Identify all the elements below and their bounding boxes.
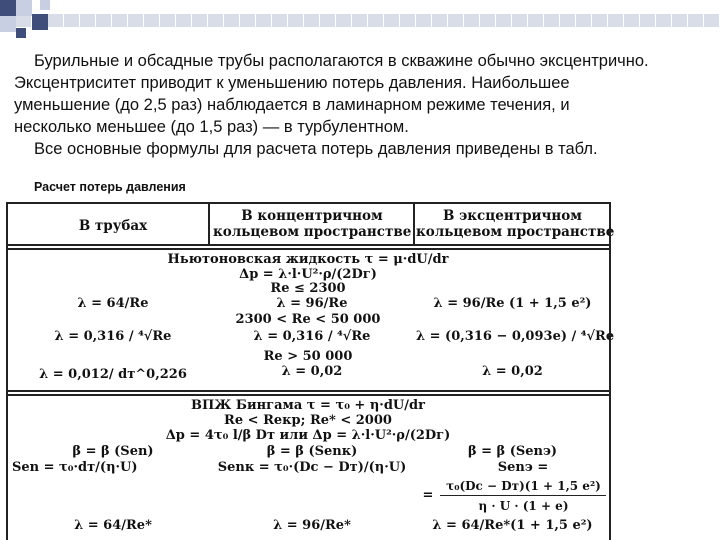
decor-square: [32, 14, 48, 30]
bingham-sen-pipe: Sen = τ₀·dт/(η·U): [12, 460, 138, 475]
row-divider: [8, 244, 609, 246]
bingham-beta-eccentric: β = β (Senэ): [467, 444, 558, 459]
header-eccentric-line1: В эксцентричном: [442, 208, 583, 224]
newton-lambda-concentric-turbulent: λ = 0,02: [281, 364, 343, 379]
row-divider: [8, 394, 609, 396]
newton-re-turbulent: Re > 50 000: [263, 349, 353, 364]
body-paragraph: [14, 50, 714, 160]
bingham-lambda-concentric: λ = 96/Re*: [273, 518, 351, 533]
equals-sign: =: [422, 488, 434, 503]
newton-lambda-pipe-laminar: λ = 64/Re: [77, 296, 149, 311]
newton-lambda-pipe-turbulent: λ = 0,012/ dт^0,226: [39, 367, 187, 382]
paragraph-line: несколько меньшее (до 1,5 раз) — в турбулентном.: [14, 118, 409, 136]
bingham-sen-eccentric-denominator: η · U · (1 + e): [478, 499, 569, 513]
bingham-title: ВПЖ Бингама τ = τ₀ + η·dU/dr: [191, 398, 425, 413]
bingham-sen-eccentric-numerator: τ₀(Dс − Dт)(1 + 1,5 e²): [446, 479, 601, 493]
fraction-bar: [440, 495, 606, 496]
bingham-lambda-pipe: λ = 64/Re*: [74, 518, 152, 533]
header-concentric-line1: В концентричном: [241, 208, 383, 224]
pressure-loss-table: [6, 202, 615, 540]
decor-square: [0, 0, 16, 16]
paragraph-line: Все основные формулы для расчета потерь давления приведены в табл.: [34, 140, 598, 158]
header-eccentric-line2: кольцевом пространстве: [416, 224, 615, 240]
newton-lambda-eccentric-transitional: λ = (0,316 − 0,093e) / ⁴√Re: [416, 329, 615, 344]
newton-lambda-eccentric-laminar: λ = 96/Re (1 + 1,5 e²): [433, 296, 592, 311]
newton-title: Ньютоновская жидкость τ = μ·dU/dr: [167, 252, 449, 267]
header-concentric-line2: кольцевом пространстве: [213, 224, 412, 240]
newton-lambda-concentric-transitional: λ = 0,316 / ⁴√Re: [253, 329, 371, 344]
header-pipe: В трубах: [78, 218, 148, 234]
bingham-re-condition: Re < Reкр; Re* < 2000: [224, 413, 392, 428]
decorative-header-band: [0, 0, 720, 40]
newton-re-transitional: 2300 < Re < 50 000: [235, 312, 381, 327]
newton-lambda-pipe-transitional: λ = 0,316 / ⁴√Re: [54, 329, 172, 344]
bingham-beta-concentric: β = β (Senк): [266, 444, 358, 459]
bingham-lambda-eccentric: λ = 64/Re*(1 + 1,5 e²): [432, 518, 593, 533]
newton-lambda-concentric-laminar: λ = 96/Re: [276, 296, 348, 311]
paragraph-line: Бурильные и обсадные трубы располагаются в скважине обычно эксцентрично.: [34, 52, 649, 70]
column-divider: [208, 204, 210, 244]
decor-square: [16, 0, 32, 16]
decor-square: [16, 28, 26, 38]
decorative-rule: [0, 14, 720, 27]
table-caption: Расчет потерь давления: [34, 180, 186, 194]
bingham-dp-formula: Δp = 4τ₀ l/β Dт или Δp = λ·l·U²·ρ/(2Dг): [165, 428, 451, 443]
decor-square: [0, 16, 16, 32]
row-divider: [8, 390, 609, 392]
paragraph-line: уменьшение (до 2,5 раз) наблюдается в ламинарном режиме течения, и: [14, 96, 570, 114]
row-divider: [8, 248, 609, 250]
column-divider: [413, 204, 415, 244]
bingham-sen-eccentric-label: Senэ =: [497, 460, 549, 475]
newton-dp-formula: Δp = λ·l·U²·ρ/(2Dг): [239, 267, 377, 282]
newton-re-laminar: Re ≤ 2300: [270, 281, 346, 296]
bingham-beta-pipe: β = β (Sen): [72, 444, 154, 459]
decor-square: [40, 0, 50, 10]
newton-lambda-eccentric-turbulent: λ = 0,02: [482, 364, 543, 379]
paragraph-line: Эксцентриситет приводит к уменьшению потерь давления. Наибольшее: [14, 74, 570, 92]
bingham-sen-concentric: Senк = τ₀·(Dc − Dт)/(η·U): [217, 460, 407, 475]
